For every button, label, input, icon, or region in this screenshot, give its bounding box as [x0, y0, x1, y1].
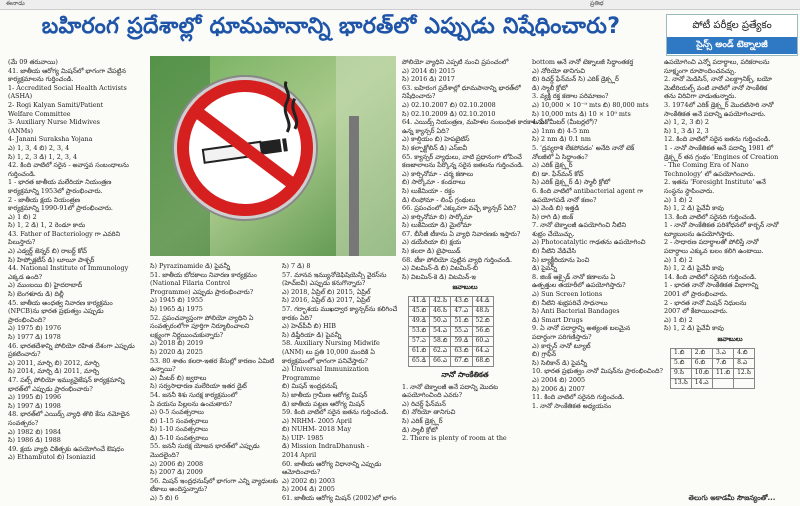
column-6-answers-label: జవాబులు: [717, 335, 743, 343]
sidebar-header-line1: పోటీ పరీక్షల ప్రత్యేకం: [692, 20, 772, 31]
text-line: 47. పల్స్ పోలియో ఇమ్యునైజేషన్ కార్యక్రమాన్ని: [8, 375, 125, 384]
text-line: ఎ) 1995 బి) 1996: [8, 393, 62, 402]
text-line: 1- Accredited Social Health Activists: [8, 83, 127, 92]
text-line: ఎ) 1nm బి) 4-5 nm: [532, 126, 590, 135]
text-line: 68. టీకా పోలియో పుట్టిన వ్యాధి గుర్తించండి.: [402, 255, 513, 264]
text-line: పదార్థంగా పరిగణిస్తారు?: [532, 333, 592, 341]
answer-cell: 60.ఎ: [472, 337, 493, 347]
no-smoking-sign-icon: [150, 56, 396, 256]
text-line: సి) 2016, ఏప్రిల్ డి) 2017, ఏప్రిల్: [282, 296, 371, 305]
text-line: ఎ) 5 బి) 6: [150, 494, 179, 503]
answers-label: జవాబులు: [452, 283, 478, 292]
answer-cell: 14.ఎ: [691, 378, 712, 388]
text-line: తను విరివిగా వాడుతున్నారు.: [664, 92, 737, 101]
text-line: సి) 7 డి) 8: [282, 262, 311, 270]
text-line: సి) 1-10 సంవత్సరాలు: [150, 425, 208, 434]
text-line: 58. Auxiliary Nursing Midwife: [282, 339, 380, 348]
text-line: పదార్థాలు ఎక్కువ బలం కలిగి ఉంటాయి.: [664, 247, 764, 256]
text-line: 2001 లో ప్రారంభించారు.: [664, 290, 728, 299]
column-6: [664, 58, 796, 503]
answers-row: [409, 347, 494, 357]
answers-row: [671, 368, 755, 378]
text-line: ఎ) Photocatalytic గాఢతను ఉపయోగించి: [532, 238, 646, 247]
text-line: డి) Smart Drugs: [532, 315, 583, 324]
text-line: 4. పీకోమీటర్ (మీటర్లలో)?: [532, 118, 598, 127]
answers-row: [671, 378, 755, 388]
text-line: సి) డిఫ్తీరియా డి) పైవన్నీ: [282, 330, 342, 339]
text-line: 3- Auxiliary Nurse Midwives: [8, 118, 100, 127]
answer-cell: 7.బి: [712, 358, 733, 368]
text-line: సి) UIP- 1985: [282, 433, 324, 442]
answer-cell: 9.సి: [671, 368, 692, 378]
text-line: డి) జాతీయ పట్టణ ఆరోగ్య మిషన్: [282, 399, 365, 408]
text-line: సి) 1965 డి) 1975: [150, 304, 203, 313]
text-line: ఏ వయసు పిల్లలను ఉంచుతారు?: [150, 399, 233, 408]
text-line: 51. జాతీయ బోదకాలు నివారణ కార్యక్రమం: [150, 270, 257, 279]
answer-cell: 55.ఎ: [451, 327, 472, 337]
text-line: (మే 09 తరువాయి): [8, 58, 58, 66]
text-line: శుభ్రం చేయొచ్చు.: [532, 229, 575, 238]
text-line: ఎ) 2011, మార్చి బి) 2012, మార్చి: [8, 358, 100, 367]
text-line: 61. జాతీయ ఆరోగ్య మిషన్ (2002)లో భాగం: [282, 494, 397, 503]
text-line: 55. జననీ సురక్ష యోజన భారత్‌లో ఎప్పుడు: [150, 442, 260, 451]
text-line: ఎ) రిచర్డ్ ఫేన్‌మన్: [402, 399, 446, 408]
text-line: ఎ) కార్సినోమా బి) సార్కోమా: [402, 212, 473, 221]
text-line: 41. జాతీయ ఆరోగ్య మిషన్‌లో భాగంగా చేపట్టిన: [8, 66, 126, 75]
text-line: ఎ) 02.10.2007 బి) 02.10.2008: [402, 100, 496, 109]
text-line: 3. 1974లో ఎరిక్ డ్రెక్స్లర్ మొదటిసారి నానో: [664, 100, 774, 109]
text-line: బి) నీటిని శుభ్రపరిచే సాధనాలు: [532, 298, 608, 307]
text-line: సి) 1997 డి) 1998: [8, 401, 61, 410]
text-line: సి) విటమిన్-కె డి) విటమిన్-ఇ: [402, 272, 476, 281]
text-line: 5. 'ద్రవ్యరాశి లేకపోవడం' అనేది నానో టెక్: [532, 143, 635, 152]
text-line: ఎ) 1 బి) 2: [8, 212, 37, 221]
text-line: ఉత్పత్తుల తయారీలో ఉపయోగిస్తారు?: [532, 281, 626, 290]
text-line: 2- Rogi Kalyan Samiti/Patient: [8, 100, 104, 109]
answer-cell: 43.బి: [451, 297, 472, 307]
text-line: Technology' లో ఉపయోగించారు.: [664, 169, 756, 178]
text-line: 2. నానో మెడిసిన్, నానో ఎలక్ట్రానిక్స్, బయో: [664, 75, 772, 84]
text-line: 9. ఏ నానో పదార్థాన్ని అత్యంత బలమైన: [532, 324, 631, 333]
text-line: కణజాలాలను పేర్కొన్న సరైన జతలను గుర్తించండి.: [402, 161, 524, 170]
text-line: సి) ఎరిక్ డ్రెక్స్లర్ డి) స్మాలీ క్రోటో: [532, 178, 611, 187]
text-line: ఎ) కార్బన్ నానో ట్యూబ్: [532, 341, 591, 350]
answer-cell: [712, 378, 733, 388]
text-line: సి) బెంగళూరు డి) దిల్లీ: [8, 290, 64, 299]
text-line: సి) 2020 డి) 2025: [150, 347, 203, 356]
text-line: పిలుస్తారు?: [8, 238, 36, 247]
text-line: 54. జననీ శిశు సురక్ష కార్యక్రమంలో: [150, 390, 238, 399]
text-line: భారత్‌లో ఎప్పుడు ప్రారంభించారు?: [8, 384, 93, 393]
text-line: సి) హిప్పోక్రటీస్ డి) లూయీ పాశ్చర్: [8, 255, 95, 264]
text-line: ఎ) Sun Screen lotions: [532, 290, 603, 299]
text-line: 57. గర్భాశయ ముఖద్వార క్యాన్సర్‌ను కలిగించే: [282, 304, 398, 313]
text-line: (ANMs): [8, 126, 34, 135]
text-line: బి) మిషన్ ఇంద్రధనుష్: [282, 382, 338, 391]
answers-row: [409, 357, 494, 367]
text-line: Programme) ఎప్పుడు ప్రారంభించారు?: [150, 287, 254, 296]
answer-cell: 41.డి: [409, 297, 430, 307]
text-line: 7. నానో టెక్నాలజీ ఉపయోగించి నీటిని: [532, 221, 627, 230]
text-line: సి) 1, 2 డి) పైవేవీ కావు: [664, 264, 724, 273]
answer-cell: 50.ఎ: [430, 317, 451, 327]
text-line: సి) 2004 డి) 2005: [282, 485, 335, 494]
text-line: డ్రెక్స్లర్ తన గ్రంథం 'Engines of Creation: [664, 152, 779, 161]
text-line: బి) డా. ఫేన్‌మన్ కోచ్: [532, 169, 584, 178]
text-line: 13. కింది వాటిలో సరైనది గుర్తించండి.: [664, 212, 757, 221]
answers-row: [409, 297, 494, 307]
text-line: సి) 1977 డి) 1978: [8, 333, 61, 341]
text-line: 2 - భారత నానో మిషన్ నిధులను: [664, 298, 747, 307]
answer-cell: 59.డి: [451, 337, 472, 347]
text-line: 56. మిషన్ ఇంద్రధనుష్‌లో భాగంగా ఎన్ని వ్యాధులకు: [150, 476, 278, 485]
text-line: ప్రకటించారు?: [8, 350, 41, 359]
text-line: 65. క్యాన్సర్ వ్యాధులు, వాటి ప్రధానంగా లోపించే: [402, 152, 522, 161]
text-line: బి) 1-15 సంవత్సరాలు: [150, 416, 209, 425]
text-line: 6. కింది వాటిలో antibacterial agent గా: [532, 186, 644, 195]
text-line: బి) రిచర్డ్ ఫేన్‌మన్ సి) ఎరిక్ డ్రెక్స్లర్: [532, 75, 619, 84]
column-6-answers-table: [670, 348, 755, 389]
answer-cell: 68.బి: [472, 357, 493, 367]
text-line: కార్యక్రమాన్ని 1953లో ప్రారంభించారు.: [8, 186, 103, 195]
text-line: 2. ఇతను 'Foresight Institute' అనే: [664, 178, 766, 187]
text-line: సి) 1986 డి) 1988: [8, 436, 61, 445]
answers-row: [409, 327, 494, 337]
text-line: 2 - సాధారణ పదార్థాలతో పోలిస్తే నానో: [664, 238, 759, 247]
text-line: 10. భారత ప్రభుత్వం నానో మిషన్‌ను ప్రారంభించింది?: [532, 367, 663, 376]
text-line: కార్యక్రమాన్ని 1990-91లో ప్రారంభించారు.: [8, 204, 113, 213]
answer-cell: 1.బి: [671, 348, 692, 358]
text-line: ఎ) 1 బి) 2: [664, 195, 693, 204]
text-line: 2. There is plenty of room at the: [402, 434, 507, 443]
text-line: సి) 2007 డి) 2009: [150, 468, 203, 477]
text-line: 53. 80 శాతం కలరా-ఇతర కేసుల్లో కారణం ఏమిటి: [150, 356, 275, 365]
text-line: సి) 02.10.2009 డి) 02.10.2010: [402, 109, 496, 118]
text-line: ఎ) 1 బి) 2: [664, 255, 693, 264]
answer-cell: 63.బి: [451, 347, 472, 357]
column-4-questions: [402, 58, 544, 281]
text-line: సి) 1, 2 డి) 1, 2 రెండూ కాదు: [8, 221, 86, 230]
text-line: సి) 2014, మార్చి డి) 2011, మార్చి: [8, 367, 100, 376]
text-line: 14. కింది వాటిలో సరైనది గుర్తించండి.: [664, 272, 757, 281]
answer-cell: 54.ఎ: [430, 327, 451, 337]
text-line: సి) సర్వసాధారణ మలేరియా ఇతర డైట్: [150, 382, 247, 391]
text-line: 4- Janani Suraksha Yojana: [8, 135, 93, 144]
top-strip-right: ప్రతిభ: [590, 0, 604, 7]
text-line: 52. ప్రపంచవ్యాప్తంగా పోలియో వ్యాధిని ఏ: [150, 313, 254, 322]
text-line: ఎ) వెండి బి) ఇత్తడి: [532, 204, 580, 213]
text-line: సి) 1, 2 డి) పైవేవీ కావు: [664, 324, 724, 333]
answer-cell: 57.ఎ: [409, 337, 430, 347]
top-strip: [0, 0, 800, 10]
answer-cell: 3.ఎ: [712, 348, 733, 358]
text-line: డి) స్మాలీ క్రోటో: [402, 425, 438, 434]
text-line: 43. Father of Bacteriology గా ఎవరిని: [8, 229, 121, 238]
text-line: 11. కింది వాటిలో సరైనది గుర్తించండి.: [532, 393, 625, 402]
column-6-questions: [664, 58, 796, 333]
text-line: 48. భారత్‌లో ఎయిడ్స్ వ్యాధి తొలి కేసు నమోదైన: [8, 410, 130, 419]
text-line: సంస్థను స్థాపించారు.: [664, 186, 715, 195]
text-line: ఎ) Universal Immunization: [282, 365, 369, 374]
text-line: ఉపయోగించి ఎన్నో పదార్థాలు, పరికరాలను: [664, 58, 770, 66]
answer-cell: 42.సి: [430, 297, 451, 307]
text-line: సాంకేతికత అనే పదాన్ని ఉపయోగించారు.: [664, 109, 766, 118]
text-line: సి) 1, 3 డి) 2, 3: [664, 126, 709, 135]
text-line: గుర్తించండి.: [8, 169, 36, 178]
answer-cell: [734, 378, 755, 388]
column-1: [8, 58, 142, 503]
text-line: ప్రారంభించింది?: [8, 315, 46, 324]
text-line: ఎ) ఎడ్వర్డ్ జెన్నర్ బి) రాబర్ట్ కోచ్: [8, 247, 87, 256]
answer-cell: 53.బి: [409, 327, 430, 337]
answer-cell: 6.బి: [691, 358, 712, 368]
text-line: పోలియో వ్యాధిని ఎప్పటి నుంచి ప్రపంచంలో: [402, 58, 509, 66]
text-line: లక్ష్యంగా నిర్ణయించుకున్నారు?: [150, 330, 224, 339]
text-line: సి) లుకేమియా - రక్తం: [402, 186, 455, 195]
answers-table: [408, 296, 494, 367]
text-line: ఉపయోగించింది ఎవరు?: [402, 391, 463, 400]
text-line: 57. మానవ ఇమ్యునోడెఫిషియెన్సీ వైరస్‌ను: [282, 270, 387, 279]
headline-banner: [0, 10, 662, 48]
answer-cell: 44.డి: [472, 297, 493, 307]
text-line: సి) కల్పాక్టోలిన్ డి) ఎస్‌ఐవీ: [402, 143, 468, 152]
text-line: బి) నీటిని వేడిచేసి: [532, 247, 577, 256]
text-line: 64. ఎయిడ్స్ నియంత్రణ, మహిళల సంబంధిత కారకాలను: [402, 118, 544, 127]
text-line: నిషేధించారు?: [402, 92, 436, 101]
text-line: ఎ) డయేరియా బి) క్షయ: [402, 238, 462, 247]
text-line: 45. జాతీయ అంధత్వ నివారణ కార్యక్రమం: [8, 298, 113, 307]
text-line: మెటీరియల్స్ వంటి వాటిలో నానో సాంకేతిక: [664, 83, 768, 92]
text-line: డి) లింఫోమా - లింఫ్ గ్రంథులు: [402, 195, 476, 204]
text-line: ఎ) విటమిన్-డి బి) విటమిన్-బి: [402, 264, 478, 273]
text-line: ఎ) ఎరిక్ డ్రెక్స్లర్: [532, 161, 573, 170]
text-line: సి) ఎరిక్ డ్రెక్స్లర్: [402, 417, 443, 425]
text-line: డి) స్మాలీ క్రోటో: [532, 83, 568, 92]
answer-cell: 12.సి: [734, 368, 755, 378]
answer-cell: 46.సి: [430, 307, 451, 317]
text-line: ఎ) 1982 బి) 1984: [8, 427, 62, 436]
footer-credit: తెలుగు అకాడమీ సౌజన్యంతో...: [688, 494, 776, 502]
text-line: సి) సిలికాన్ డి) పైవన్నీ: [532, 358, 588, 367]
text-line: 67. బీసీజీ టీకాను ఏ వ్యాధి నివారణకు ఇస్తారు?: [402, 229, 521, 238]
text-line: కారకం ఏది?: [282, 313, 313, 322]
text-line: (హెచ్‌ఐవీ) ఎప్పుడు కనుగొన్నారు?: [282, 279, 366, 288]
text-line: సి) 2016 డి) 2017: [402, 75, 455, 84]
text-line: సి) Anti Bacterial Bandages: [532, 307, 620, 316]
no-smoking-photo: [150, 56, 396, 256]
answers-row: [409, 337, 494, 347]
text-line: 1 - నానో సాంకేతికత పరిశోధనలో కార్బన్ నానో: [664, 221, 779, 230]
text-line: సి) లుకేమియా డి) మైలోమా: [402, 221, 472, 230]
answer-cell: 13.సి: [671, 378, 692, 388]
answers-row: [409, 317, 494, 327]
text-line: బి) గ్రాఫీన్: [532, 350, 557, 359]
answers-row: [671, 348, 755, 358]
text-line: సంవత్సరం?: [8, 418, 39, 427]
answer-cell: 47.ఎ: [451, 307, 472, 317]
text-line: Welfare Committee: [8, 109, 71, 118]
text-line: డి) పైవన్నీ: [532, 264, 558, 273]
text-line: ఎ) నోరియో తానిగుచి: [532, 66, 586, 75]
answer-cell: 56.బి: [472, 327, 493, 337]
text-line: ఎ) 2014 బి) 2015: [402, 66, 456, 75]
answer-cell: 49.డి: [409, 317, 430, 327]
text-line: కార్యక్రమాలను గుర్తించండి.: [8, 75, 74, 84]
top-strip-left: ఈనాడు: [6, 0, 25, 7]
text-line: 49. క్షయ వ్యాధి చికిత్సకు ఉపయోగించే ఔషధం: [8, 444, 124, 453]
text-line: ఎ) 2018 బి) 2019: [150, 339, 204, 348]
text-line: 66. ప్రపంచంలో ఎక్కువగా వచ్చే క్యాన్సర్ ఏది?: [402, 204, 517, 213]
answer-cell: 58.బి: [430, 337, 451, 347]
text-line: ఎ) 2002 బి) 2003: [282, 476, 336, 485]
text-line: 42. కింది వాటిలో సరైన - అవాస్తవ సంబంధాలను: [8, 161, 129, 170]
text-line: ఎ) NRHM- 2005 April: [282, 416, 352, 425]
text-line: బి) నోరియో తానిగుచి: [402, 408, 456, 417]
answer-cell: 2.బి: [691, 348, 712, 358]
text-line: 1 - భారత నానో సాంకేతికత విభాగాన్ని: [664, 281, 759, 290]
text-line: ఎ) 1975 బి) 1976: [8, 324, 62, 333]
nano-section-heading: నానో సాంకేతికత: [441, 370, 489, 380]
headline: బహిరంగ ప్రదేశాల్లో ధూమపానాన్ని భారత్‌లో ఎప్పుడు నిషేధించారు?: [41, 14, 621, 39]
answer-cell: 48.సి: [472, 307, 493, 317]
text-line: (ANM) లు ప్రతి 10,000 మందికి ఏ: [282, 347, 375, 356]
text-line: ఉపయోగపడే నానో కణం?: [532, 195, 597, 204]
text-line: సి) కలరా డి) టైఫాయిడ్: [402, 247, 461, 256]
text-line: ఎ) 2018, ఏప్రిల్ బి) 2015, ఏప్రిల్: [282, 287, 371, 296]
text-line: డి) 5-10 సంవత్సరాలు: [150, 433, 209, 442]
answer-cell: 52.బి: [472, 317, 493, 327]
text-line: ఉన్న క్యాన్సర్ ఏది?: [402, 126, 450, 135]
answer-cell: 5.బి: [671, 358, 692, 368]
text-line: నోలజీలో ఏ సిద్ధాంతం?: [532, 152, 588, 161]
text-line: బి) సార్కోమా - కండరాలు: [402, 178, 466, 187]
text-line: ఎ) 1, 2, 3 బి) 2: [664, 118, 709, 127]
text-line: మొదలైంది?: [150, 451, 180, 460]
answer-cell: 8.ఎ: [734, 358, 755, 368]
text-line: 8. జింక్ ఆక్సైడ్ నానో కణాలను ఏ: [532, 272, 616, 281]
text-line: ఉన్నాయి?: [150, 365, 176, 374]
text-line: 1 - భారత జాతీయ మలేరియా నియంత్రణ: [8, 178, 112, 187]
text-line: 44. National Institute of Immunology: [8, 264, 129, 273]
text-line: ట్యూబులను ఉపయోగిస్తారు.: [664, 229, 735, 238]
text-line: 2 - జాతీయ క్షయ నియంత్రణ: [8, 195, 81, 204]
text-line: ఎ) 10,000 × 10⁻⁹ mts బి) 80,000 mts: [532, 100, 649, 109]
text-line: సి) 2 nm డి) 0.1 nm: [532, 135, 591, 144]
text-line: 1. నానో సాంకేతికత అధ్యయనం: [532, 401, 612, 410]
answer-cell: 10.బి: [691, 368, 712, 378]
text-line: (National Filaria Control: [150, 279, 230, 288]
answers-row: [671, 358, 755, 368]
text-line: కార్యక్రమంలో భాగంగా పనిచేస్తారు?: [282, 356, 368, 365]
text-line: ఎ) 1945 బి) 1955: [150, 296, 204, 305]
column-2: [150, 262, 280, 503]
text-line: ఎ) 2004 బి) 2005: [532, 375, 586, 384]
text-line: ఎక్కడ ఉంది?: [8, 272, 43, 281]
text-line: ఎ) 0-5 సంవత్సరాలు: [150, 408, 204, 417]
column-3: [282, 262, 398, 503]
text-line: బి) NUHM- 2018 May: [282, 425, 351, 434]
sidebar-header-line2: సైన్స్ అండ్ టెక్నాలజీ: [667, 37, 797, 54]
text-line: (ASHA): [8, 92, 33, 101]
text-line: ఎ) హెచ్‌పీవీ బి) HIB: [282, 322, 336, 331]
text-line: 3. వ్యక్తి రక్త కణాల పరిమాణం?: [532, 92, 609, 101]
answer-cell: 45.బి: [409, 307, 430, 317]
answer-cell: 4.బి: [734, 348, 755, 358]
text-line: 60. జాతీయ ఆరోగ్య విధానాన్ని ఎప్పుడు: [282, 459, 382, 468]
text-line: ఎ) 2006 బి) 2008: [150, 459, 204, 468]
text-line: - The Coming Era of Nano: [664, 161, 749, 170]
text-line: సంవత్సరంలోగా పూర్తిగా నిర్మూలించాలని: [150, 322, 250, 331]
text-line: సి) రాగి డి) జింక్: [532, 212, 574, 221]
text-line: 1 - నానో సాంకేతికత అనే పదాన్ని 1981 లో: [664, 143, 774, 152]
text-line: ఎ) కార్సినోమా - చర్మ కణాలు: [402, 169, 474, 178]
sidebar-header: [666, 14, 798, 56]
text-line: (NPCB)ను భారత ప్రభుత్వం ఎప్పుడు: [8, 307, 104, 316]
answer-cell: 67.బి: [451, 357, 472, 367]
answers-row: [409, 307, 494, 317]
answer-cell: 65.డి: [409, 357, 430, 367]
text-line: సి) 1, 2 డి) పైవేవీ కావు: [664, 204, 724, 213]
text-line: సూక్ష్మంగా రూపొందించవచ్చు.: [664, 66, 737, 75]
text-line: సి) బ్యాక్టీరియాను పెంచి: [532, 255, 590, 264]
column-4: [402, 58, 544, 503]
text-line: Programme: [282, 373, 321, 382]
text-line: సి) 2006 డి) 2007: [532, 384, 585, 393]
answer-cell: 11.బి: [712, 368, 733, 378]
text-line: 59. కింది వాటిలో సరైన జతను గుర్తించండి.: [282, 408, 389, 417]
text-line: సి) 10,000 mts డి) 10 × 10⁹ mts: [532, 109, 631, 118]
answer-cell: 64.ఎ: [472, 347, 493, 357]
text-line: సి) Pyrazinamide డి) పైవన్నీ: [150, 262, 231, 270]
text-line: సి) 1, 2, 3 డి) 1, 2, 3, 4: [8, 152, 78, 161]
text-line: ఎ) Ethambutol బి) Isoniazid: [8, 453, 96, 462]
text-line: ఎ) ముంబయి బి) హైదరాబాద్: [8, 281, 83, 290]
answer-cell: 61.బి: [409, 347, 430, 357]
text-line: ఎ) కాల్షియం బి) హెపటైటిస్: [402, 135, 470, 144]
answer-cell: 66.ఎ: [430, 357, 451, 367]
text-line: 2007 లో కేటాయించారు.: [664, 307, 728, 316]
text-line: డి) Mission IndraDhanush -: [282, 442, 369, 451]
column-5: [532, 58, 663, 503]
text-line: 1. నానో టెక్నాలజీ అనే పదాన్ని మొదట: [402, 382, 499, 391]
text-line: టీకాలు అందిస్తున్నారు?: [150, 485, 208, 494]
answer-cell: 62.ఎ: [430, 347, 451, 357]
column-4-nano-questions: [402, 383, 528, 443]
text-line: ఎ) 1 బి) 2: [664, 315, 693, 324]
text-line: ఎ) మీటర్ బి) జ్వరాలు: [150, 373, 207, 382]
text-line: 12. కింది వాటిలో సరైన జతను గుర్తించండి.: [664, 135, 771, 144]
text-line: ఆమోదించారు?: [282, 468, 321, 477]
text-line: సి) జాతీయ గ్రామీణ ఆరోగ్య మిషన్: [282, 390, 368, 399]
text-line: 63. బహిరంగ ప్రదేశాల్లో ధూమపానాన్ని భారత్‌లో: [402, 83, 521, 92]
text-line: bottom అనే నానో టెక్నాలజీ సిద్ధాంతకర్త: [532, 58, 634, 66]
text-line: ఎ) 1, 3, 4 బి) 2, 3, 4: [8, 143, 70, 152]
text-line: 2014 April: [282, 451, 317, 460]
text-line: 46. భారతదేశాన్ని పోలియో రహిత దేశంగా ఎప్పుడు: [8, 341, 135, 350]
answer-cell: 51.బి: [451, 317, 472, 327]
